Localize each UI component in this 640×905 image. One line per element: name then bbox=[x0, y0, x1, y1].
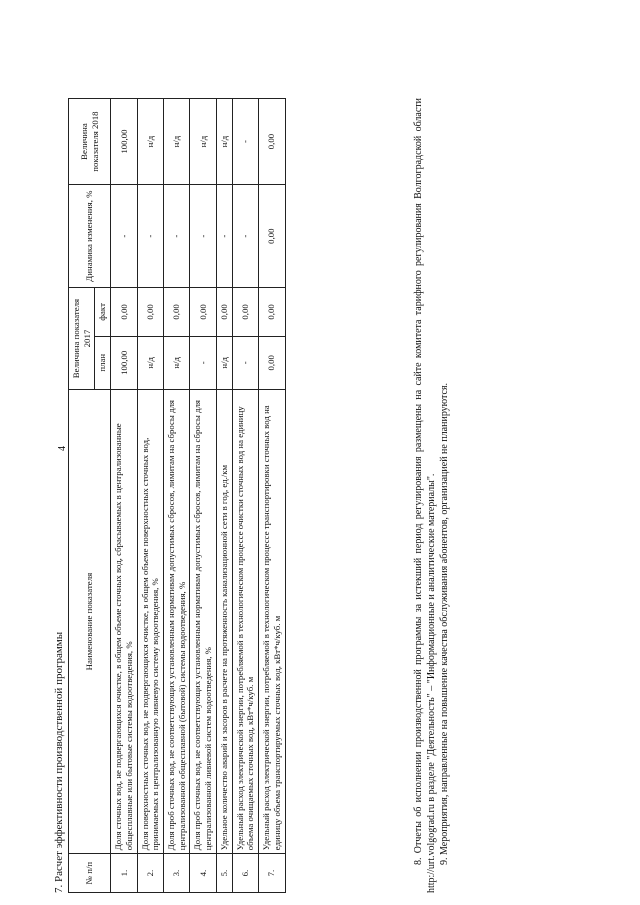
row-dynamics: 0,00 bbox=[259, 185, 285, 288]
efficiency-table bbox=[68, 98, 286, 893]
row-number: 6. bbox=[232, 854, 258, 893]
row-dynamics: - bbox=[190, 185, 216, 288]
table-row bbox=[164, 99, 190, 893]
row-plan: н/д bbox=[137, 336, 163, 389]
row-value-2018: 100,00 bbox=[111, 99, 137, 185]
row-name: Удельный расход электрической энергии, потребляемой в технологическом процессе транспортировки сточных вод на единицу объема транспортируемых сточных вод, кВт*ч/куб. м bbox=[259, 389, 285, 853]
row-number: 4. bbox=[190, 854, 216, 893]
row-plan: н/д bbox=[216, 336, 232, 389]
row-fact: 0,00 bbox=[137, 288, 163, 336]
section-title: 7. Расчет эффективности производственной программы bbox=[53, 631, 65, 893]
row-dynamics: - bbox=[216, 185, 232, 288]
row-number: 2. bbox=[137, 854, 163, 893]
header-value-2018: Величина показателя 2018 bbox=[69, 99, 111, 185]
header-value-2017: Величина показателя 2017 bbox=[69, 288, 95, 390]
row-dynamics: - bbox=[111, 185, 137, 288]
row-name: Удельное количество аварий и засоров в расчете на протяженность канализационной сети в год, ед./км bbox=[216, 389, 232, 853]
table-row bbox=[190, 99, 216, 893]
row-plan: 100,00 bbox=[111, 336, 137, 389]
table-row bbox=[232, 99, 258, 893]
row-fact: 0,00 bbox=[232, 288, 258, 336]
table-header-row bbox=[69, 99, 95, 893]
row-name: Доля поверхностных сточных вод, не подвергающихся очистке, в общем объеме поверхностных сточных вод, принимаемых в централизованную ливневую систему водоотведения, % bbox=[137, 389, 163, 853]
note-9: 9. Мероприятия, направленные на повышение качества обслуживания абонентов, организацией не планируются. bbox=[439, 382, 450, 865]
table-row bbox=[111, 99, 137, 893]
notes-section bbox=[412, 98, 451, 893]
row-plan: - bbox=[232, 336, 258, 389]
row-value-2018: - bbox=[232, 99, 258, 185]
row-number: 7. bbox=[259, 854, 285, 893]
row-plan: - bbox=[190, 336, 216, 389]
header-num: № п/п bbox=[69, 854, 111, 893]
row-number: 1. bbox=[111, 854, 137, 893]
page-number: 4 bbox=[57, 446, 68, 451]
row-value-2018: н/д bbox=[190, 99, 216, 185]
row-dynamics: - bbox=[137, 185, 163, 288]
row-dynamics: - bbox=[164, 185, 190, 288]
note-8: 8. Отчеты об исполнении производственной программы за истекший период регулирования размещены на сайте комитета тарифного регулирования Волгоградской области http://urt.volgograd.ru в разделе "Деятельность" – "Информационные и аналитические материалы". bbox=[413, 98, 437, 893]
header-plan: план bbox=[95, 336, 111, 389]
row-fact: 0,00 bbox=[190, 288, 216, 336]
row-fact: 0,00 bbox=[216, 288, 232, 336]
header-fact: факт bbox=[95, 288, 111, 336]
row-name: Доля проб сточных вод, не соответствующих установленным нормативам допустимых сбросов, лимитам на сбросы для централизованной общесплавной (бытовой) системы водоотведения, % bbox=[164, 389, 190, 853]
row-value-2018: н/д bbox=[216, 99, 232, 185]
row-value-2018: 0,00 bbox=[259, 99, 285, 185]
header-dynamics: Динамика изменения, % bbox=[69, 185, 111, 288]
row-number: 3. bbox=[164, 854, 190, 893]
row-value-2018: н/д bbox=[164, 99, 190, 185]
row-number: 5. bbox=[216, 854, 232, 893]
row-name: Удельный расход электрической энергии, потребляемой в технологическом процессе очистки сточных вод на единицу объема очищаемых сточных вод, кВт*ч/куб. м bbox=[232, 389, 258, 853]
row-name: Доля проб сточных вод, не соответствующих установленным нормативам допустимых сбросов, лимитам на сбросы для централизованной ливневой систем водоотведения, % bbox=[190, 389, 216, 853]
table-row bbox=[259, 99, 285, 893]
row-plan: 0,00 bbox=[259, 336, 285, 389]
row-plan: н/д bbox=[164, 336, 190, 389]
table-row bbox=[216, 99, 232, 893]
table-row bbox=[137, 99, 163, 893]
row-dynamics: - bbox=[232, 185, 258, 288]
row-fact: 0,00 bbox=[259, 288, 285, 336]
row-name: Доля сточных вод, не подвергающихся очистке, в общем объеме сточных вод, сбрасываемых в централизованные общесплавные или бытовые системы водоотведения, % bbox=[111, 389, 137, 853]
header-name: Наименование показателя bbox=[69, 389, 111, 853]
row-fact: 0,00 bbox=[164, 288, 190, 336]
row-value-2018: н/д bbox=[137, 99, 163, 185]
row-fact: 0,00 bbox=[111, 288, 137, 336]
